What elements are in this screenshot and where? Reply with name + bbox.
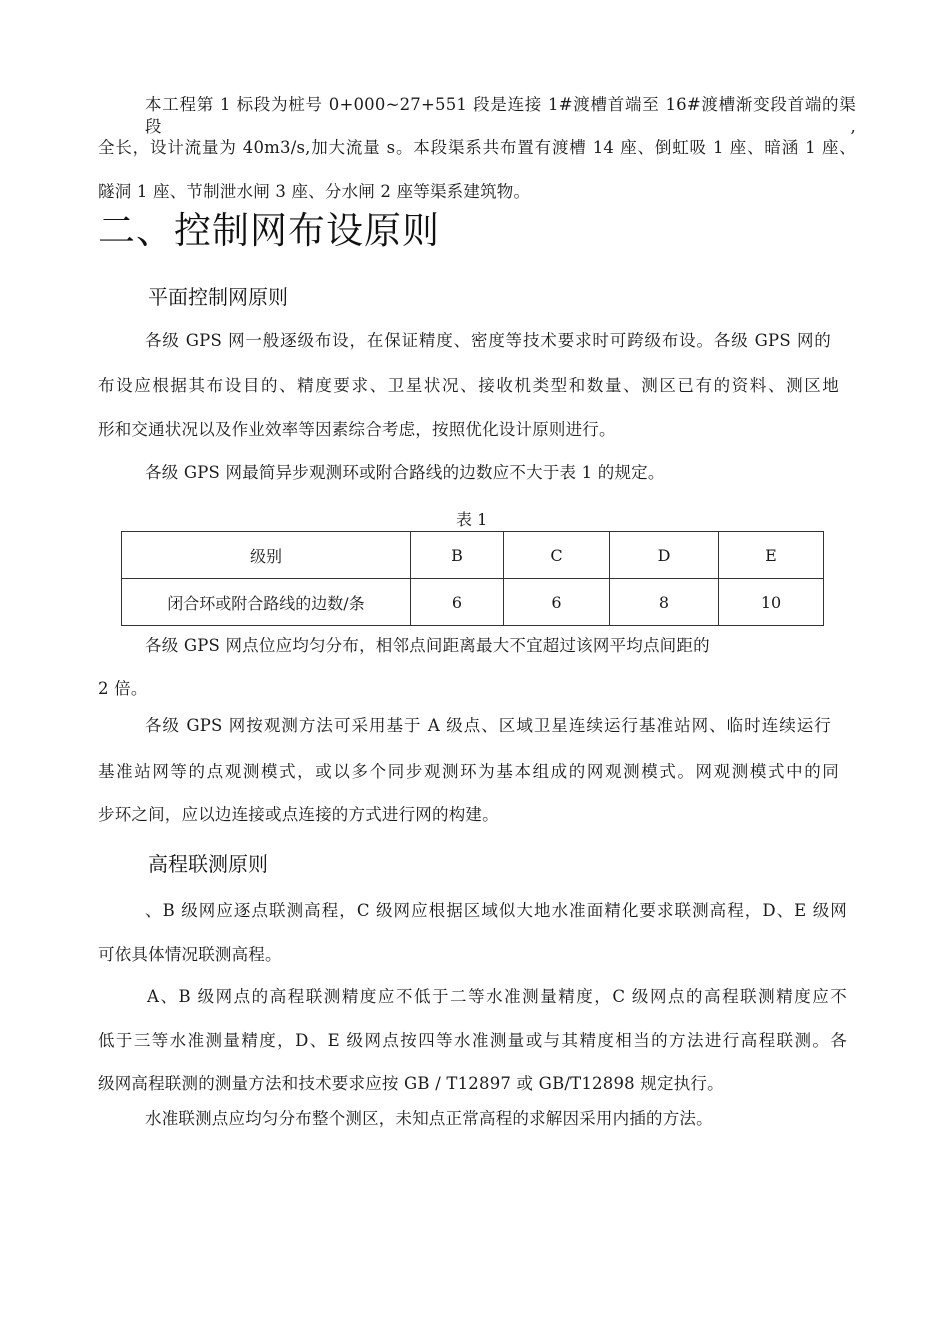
height-para1-line-2: 可依具体情况联测高程。 xyxy=(98,945,282,964)
height-para2-line-2: 低于三等水准测量精度，D、E 级网点按四等水准测量或与其精度相当的方法进行高程联测。各 xyxy=(98,1031,847,1050)
section-title: 二、控制网布设原则 xyxy=(98,209,440,252)
intro-line-2: 全长，设计流量为 40m3/s,加大流量 s。本段渠系共布置有渡槽 14 座、倒虹吸 1 座、暗涵 1 座、 xyxy=(98,138,856,157)
table-cell: 8 xyxy=(610,579,719,626)
intro-line-1: 本工程第 1 标段为桩号 0+000~27+551 段是连接 1#渡槽首端至 16#渡槽渐变段首端的渠段, xyxy=(145,95,856,136)
plane-heading: 平面控制网原则 xyxy=(148,285,288,309)
plane-para1-line-2: 布设应根据其布设目的、精度要求、卫星状况、接收机类型和数量、测区已有的资料、测区地 xyxy=(98,376,839,395)
height-para2-line-3: 级网高程联测的测量方法和技术要求应按 GB / T12897 或 GB/T12898 规定执行。 xyxy=(98,1074,724,1093)
table-cell: 10 xyxy=(719,579,824,626)
table-row xyxy=(122,579,824,626)
plane-para4-line-3: 步环之间，应以边连接或点连接的方式进行网的构建。 xyxy=(98,805,499,824)
plane-para1-line-1: 各级 GPS 网一般逐级布设，在保证精度、密度等技术要求时可跨级布设。各级 GPS 网的 xyxy=(145,331,831,350)
table-header-cell: B xyxy=(411,532,504,579)
plane-para3-line-2: 2 倍。 xyxy=(98,679,148,698)
edge-count-table xyxy=(121,531,824,626)
table-cell: 6 xyxy=(411,579,504,626)
table-header-cell: C xyxy=(504,532,610,579)
plane-para2: 各级 GPS 网最简异步观测环或附合路线的边数应不大于表 1 的规定。 xyxy=(145,463,665,482)
table-header-cell: D xyxy=(610,532,719,579)
table-cell: 6 xyxy=(504,579,610,626)
table-cell: 闭合环或附合路线的边数/条 xyxy=(122,579,411,626)
table-header-cell: 级别 xyxy=(122,532,411,579)
plane-para1-line-3: 形和交通状况以及作业效率等因素综合考虑，按照优化设计原则进行。 xyxy=(98,420,616,439)
height-para1-line-1: 、B 级网应逐点联测高程，C 级网应根据区域似大地水准面精化要求联测高程，D、E 级网 xyxy=(145,901,847,920)
table-header-row xyxy=(122,532,824,579)
plane-para4-line-2: 基准站网等的点观测模式，或以多个同步观测环为基本组成的网观测模式。网观测模式中的同 xyxy=(98,762,839,781)
plane-para3-line-1: 各级 GPS 网点位应均匀分布，相邻点间距离最大不宜超过该网平均点间距的 xyxy=(145,636,710,655)
intro-line-3: 隧洞 1 座、节制泄水闸 3 座、分水闸 2 座等渠系建筑物。 xyxy=(98,182,531,201)
plane-para4-line-1: 各级 GPS 网按观测方法可采用基于 A 级点、区域卫星连续运行基准站网、临时连续运行 xyxy=(145,716,831,735)
height-para2-line-1: A、B 级网点的高程联测精度应不低于二等水准测量精度，C 级网点的高程联测精度应不 xyxy=(147,987,847,1006)
table-header-cell: E xyxy=(719,532,824,579)
height-heading: 高程联测原则 xyxy=(148,852,268,876)
height-para3: 水准联测点应均匀分布整个测区，未知点正常高程的求解因采用内插的方法。 xyxy=(145,1109,713,1128)
table-caption: 表 1 xyxy=(456,510,488,529)
